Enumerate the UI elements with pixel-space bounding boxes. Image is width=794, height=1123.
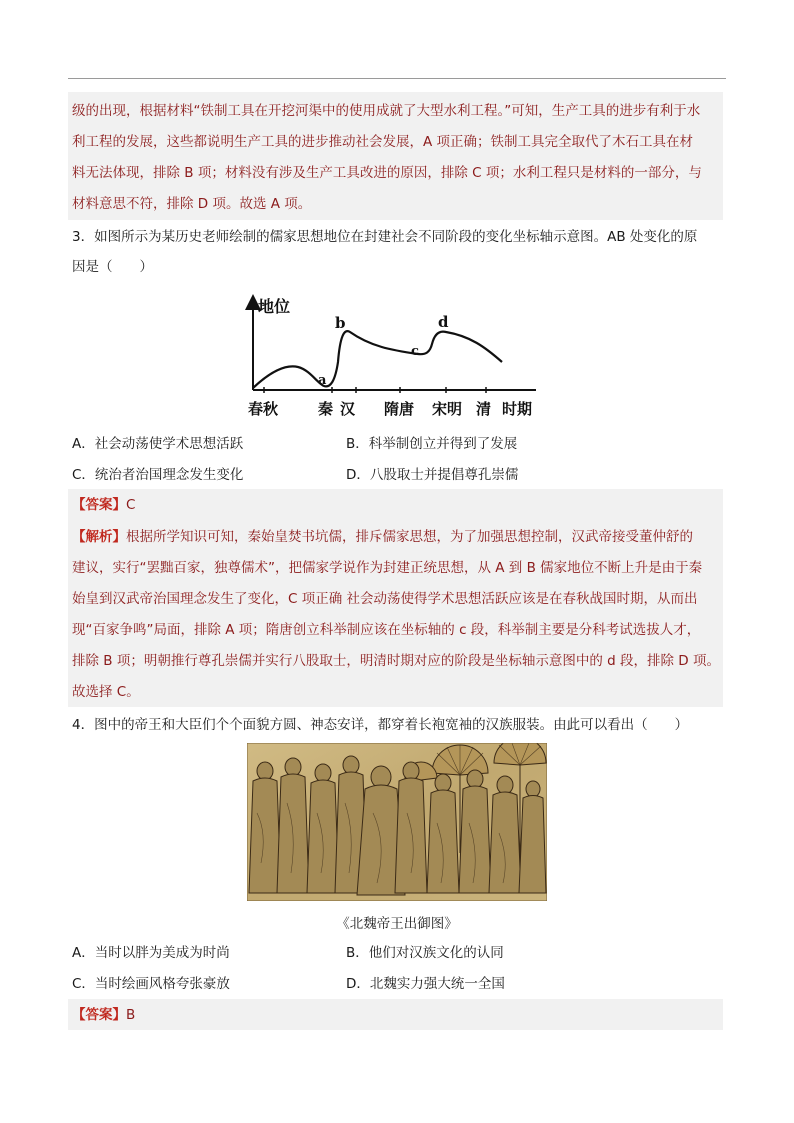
- x-tick-label-qin: 秦: [318, 400, 334, 418]
- analysis-text: 根据所学知识可知，秦始皇焚书坑儒，排斥儒家思想，为了加强思想控制，汉武帝接受董仲舒的: [126, 529, 693, 545]
- analysis-prev-line-4: 材料意思不符，排除 D 项。故选 A 项。: [72, 196, 312, 212]
- q3-stem-line-1: 3．如图所示为某历史老师绘制的儒家思想地位在封建社会不同阶段的变化坐标轴示意图。AB 处变化的原: [72, 229, 698, 245]
- confucian-status-chart: [240, 292, 540, 420]
- analysis-tag: 【解析】: [72, 529, 126, 545]
- x-tick-label-han: 汉: [340, 400, 356, 418]
- northern-wei-emperor-painting: [247, 743, 547, 901]
- point-label-d: d: [438, 313, 449, 331]
- q4-option-b: B．他们对汉族文化的认同: [346, 945, 504, 961]
- answer-value: B: [126, 1007, 136, 1023]
- answer-tag: 【答案】: [72, 497, 126, 513]
- painting-caption: 《北魏帝王出御图》: [336, 916, 458, 932]
- q3-stem-line-2: 因是（ ）: [72, 259, 153, 275]
- q3-analysis-line-3: 始皇到汉武帝治国理念发生了变化，C 项正确 社会动荡使得学术思想活跃应该是在春秋战国时期，从而出: [72, 591, 698, 607]
- q3-option-b: B．科举制创立并得到了发展: [346, 436, 518, 452]
- q3-analysis-line-5: 排除 B 项；明朝推行尊孔崇儒并实行八股取士，明清时期对应的阶段是坐标轴示意图中的 d 段，排除 D 项。: [72, 653, 720, 669]
- header-rule: [68, 78, 726, 79]
- x-tick-label-songming: 宋明: [432, 400, 463, 418]
- q4-stem: 4．图中的帝王和大臣们个个面貌方圆、神态安详，都穿着长袍宽袖的汉族服装。由此可以看出（ ）: [72, 717, 689, 733]
- q3-analysis-line-2: 建议，实行“罢黜百家，独尊儒术”，把儒家学说作为封建正统思想，从 A 到 B 儒家地位不断上升是由于秦: [72, 560, 703, 576]
- q3-option-d: D．八股取士并提倡尊孔崇儒: [346, 467, 519, 483]
- analysis-prev-line-2: 利工程的发展，这些都说明生产工具的进步推动社会发展，A 项正确；铁制工具完全取代了木石工具在材: [72, 134, 694, 150]
- q3-analysis-line-6: 故选择 C。: [72, 684, 140, 700]
- analysis-prev-line-1: 级的出现，根据材料“铁制工具在开挖河渠中的使用成就了大型水利工程。”可知，生产工具的进步有利于水: [72, 103, 701, 119]
- q4-answer-block: [68, 999, 723, 1030]
- point-label-a: a: [318, 373, 327, 388]
- x-axis-label: 时期: [502, 400, 533, 418]
- q3-option-c: C．统治者治国理念发生变化: [72, 467, 244, 483]
- q4-answer: [72, 1007, 135, 1023]
- q4-option-c: C．当时绘画风格夸张豪放: [72, 976, 230, 992]
- point-label-b: b: [335, 314, 346, 332]
- status-curve: [253, 331, 502, 388]
- x-tick-label-suitang: 隋唐: [384, 400, 415, 418]
- point-label-c: c: [411, 344, 419, 359]
- q3-analysis-line-4: 现“百家争鸣”局面，排除 A 项；隋唐创立科举制应该在坐标轴的 c 段，科举制主要是分科考试选拔人才，: [72, 622, 701, 638]
- q3-option-a: A．社会动荡使学术思想活跃: [72, 436, 244, 452]
- q3-answer: [72, 497, 135, 513]
- y-axis-label: 地位: [258, 297, 291, 316]
- q4-option-d: D．北魏实力强大统一全国: [346, 976, 505, 992]
- q3-analysis-line-1: [72, 529, 693, 545]
- q4-option-a: A．当时以胖为美成为时尚: [72, 945, 230, 961]
- answer-tag: 【答案】: [72, 1007, 126, 1023]
- x-tick-label-chunqiu: 春秋: [248, 400, 279, 418]
- answer-value: C: [126, 497, 136, 513]
- x-tick-label-qing: 清: [476, 400, 492, 418]
- analysis-prev-line-3: 料无法体现，排除 B 项；材料没有涉及生产工具改进的原因，排除 C 项；水利工程只是材料的一部分，与: [72, 165, 702, 181]
